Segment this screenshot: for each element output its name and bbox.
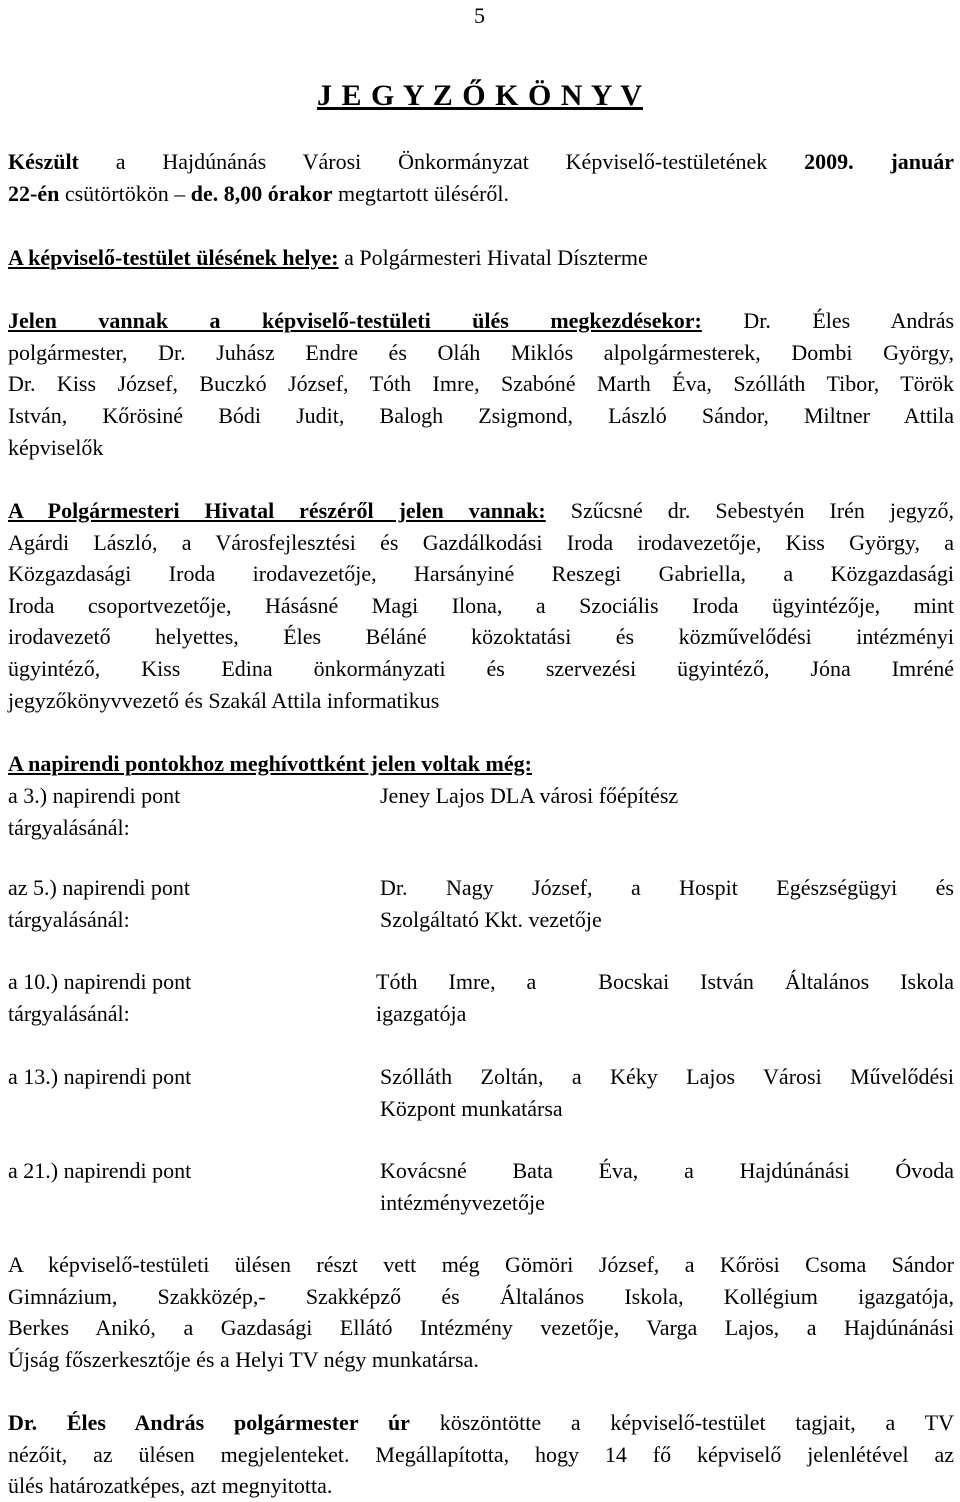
present-line-2: polgármester, Dr. Juhász Endre és Oláh Miklós alpolgármesterek, Dombi György, xyxy=(8,340,954,365)
speaker-name: Dr. Éles András polgármester úr xyxy=(8,1410,410,1435)
office-line-2: Agárdi László, a Városfejlesztési és Gazdálkodási Iroda irodavezetője, Kiss György, a xyxy=(8,530,954,555)
others-line-4: Újság főszerkesztője és a Helyi TV négy munkatársa. xyxy=(8,1347,479,1372)
invited-person: Kovácsné Bata Éva, a Hajdúnánási Óvoda xyxy=(380,1158,954,1183)
invited-person-cont: intézményvezetője xyxy=(380,1190,545,1215)
opening-line-1: Dr. Éles András polgármester úr köszöntötte a képviselő-testület tagjait, a TV xyxy=(8,1410,954,1435)
present-label: Jelen vannak a képviselő-testületi ülés megkezdésekor: xyxy=(8,308,702,333)
invited-person: Jeney Lajos DLA városi főépítész xyxy=(380,783,679,808)
invited-point: a 10.) napirendi pont xyxy=(8,969,192,994)
intro-line-1: Készült a Hajdúnánás Városi Önkormányzat Képviselő-testületének 2009. január xyxy=(8,149,955,174)
invited-person-cont: Szolgáltató Kkt. vezetője xyxy=(380,907,602,932)
document-title: J E G Y Z Ő K Ö N Y V xyxy=(316,79,644,112)
opening-line-3: ülés határozatképes, azt megnyitotta. xyxy=(8,1473,333,1498)
others-line-2: Gimnázium, Szakközép,- Szakképző és Általános Iskola, Kollégium igazgatója, xyxy=(8,1284,954,1309)
office-line-7: jegyzőkönyvvezető és Szakál Attila informatikus xyxy=(8,688,440,713)
invited-person: Dr. Nagy József, a Hospit Egészségügyi és xyxy=(380,875,954,900)
invited-person: Tóth Imre, a Bocskai István Általános Iskola xyxy=(376,969,954,994)
page-number: 5 xyxy=(474,3,485,28)
office-line-1: A Polgármesteri Hivatal részéről jelen vannak: Szűcsné dr. Sebestyén Irén jegyző, xyxy=(8,498,954,523)
location-label: A képviselő-testület ülésének helye: xyxy=(8,245,339,270)
invited-person-cont: igazgatója xyxy=(376,1001,467,1026)
invited-point-sub: tárgyalásánál: xyxy=(8,1001,130,1026)
office-line-4: Iroda csoportvezetője, Hásásné Magi Ilona, a Szociális Iroda ügyintézője, mint xyxy=(8,593,954,618)
present-line-1: Jelen vannak a képviselő-testületi ülés megkezdésekor: Dr. Éles András xyxy=(8,308,955,333)
invited-point: a 13.) napirendi pont xyxy=(8,1064,192,1089)
office-line-5: irodavezető helyettes, Éles Béláné közoktatási és közművelődési intézményi xyxy=(8,624,954,649)
others-line-1: A képviselő-testületi ülésen részt vett még Gömöri József, a Kőrösi Csoma Sándor xyxy=(8,1252,954,1277)
meeting-location xyxy=(8,242,954,274)
others-line-3: Berkes Anikó, a Gazdasági Ellátó Intézmény vezetője, Varga Lajos, a Hajdúnánási xyxy=(8,1315,954,1340)
office-label: A Polgármesteri Hivatal részéről jelen vannak: xyxy=(8,498,546,523)
location-value: a Polgármesteri Hivatal Díszterme xyxy=(338,245,648,270)
opening-line-2: nézőit, az ülésen megjelenteket. Megállapította, hogy 14 fő képviselő jelenlétével az xyxy=(8,1442,954,1467)
office-line-6: ügyintéző, Kiss Edina önkormányzati és szervezési ügyintéző, Jóna Imréné xyxy=(8,656,954,681)
invited-person: Szólláth Zoltán, a Kéky Lajos Városi Művelődési xyxy=(380,1064,954,1089)
invited-person-cont: Központ munkatársa xyxy=(380,1096,563,1121)
invited-point: a 3.) napirendi pont xyxy=(8,783,181,808)
invited-point-sub: tárgyalásánál: xyxy=(8,907,130,932)
invited-label: A napirendi pontokhoz meghívottként jelen voltak még: xyxy=(8,751,532,776)
intro-line-2: 22-én csütörtökön – de. 8,00 órakor megtartott üléséről. xyxy=(8,181,510,206)
invited-point: a 21.) napirendi pont xyxy=(8,1158,192,1183)
office-line-3: Közgazdasági Iroda irodavezetője, Harsányiné Reszegi Gabriella, a Közgazdasági xyxy=(8,561,954,586)
invited-point-sub: tárgyalásánál: xyxy=(8,815,130,840)
invited-point: az 5.) napirendi pont xyxy=(8,875,191,900)
present-line-5: képviselők xyxy=(8,435,104,460)
present-line-4: István, Kőrösiné Bódi Judit, Balogh Zsigmond, László Sándor, Miltner Attila xyxy=(8,403,954,428)
present-line-3: Dr. Kiss József, Buczkó József, Tóth Imre, Szabóné Marth Éva, Szólláth Tibor, Török xyxy=(8,371,954,396)
